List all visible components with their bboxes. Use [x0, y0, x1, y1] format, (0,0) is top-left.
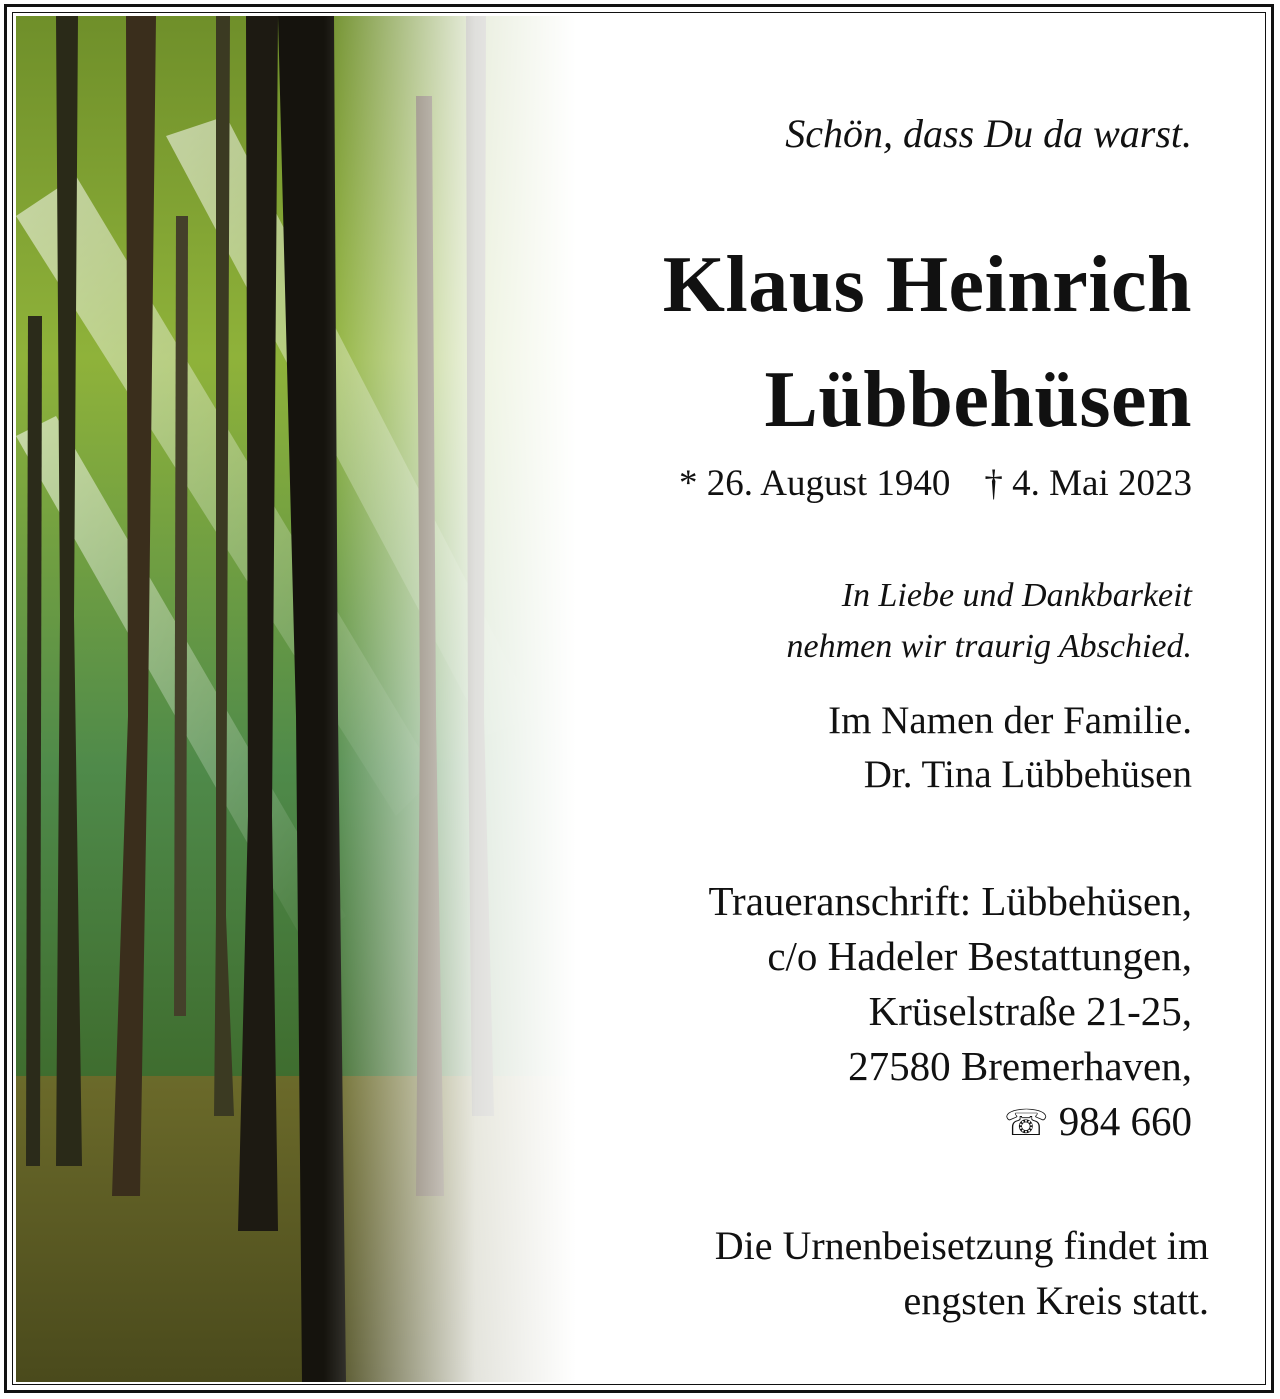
- forest-photo: [16, 16, 576, 1382]
- birth-date: * 26. August 1940: [679, 463, 951, 504]
- family-line-2: Dr. Tina Lübbehüsen: [863, 753, 1192, 796]
- address-line-3: Krüselstraße 21-25,: [868, 988, 1192, 1034]
- family-line-1: Im Namen der Familie.: [828, 699, 1192, 742]
- quote-line-1: In Liebe und Dankbarkeit: [841, 577, 1192, 614]
- address-line-2: c/o Hadeler Bestattungen,: [767, 933, 1192, 979]
- motto: Schön, dass Du da warst.: [785, 111, 1192, 156]
- name-line-2: Lübbehüsen: [764, 356, 1192, 444]
- phone-number: 984 660: [1058, 1098, 1192, 1144]
- address-line-4: 27580 Bremerhaven,: [848, 1043, 1192, 1089]
- notice-line-1: Die Urnenbeisetzung findet im: [714, 1223, 1209, 1268]
- name-line-1: Klaus Heinrich: [662, 241, 1192, 329]
- quote-line-2: nehmen wir traurig Abschied.: [786, 628, 1192, 665]
- dates: [679, 462, 1192, 505]
- phone-line: [1004, 1097, 1192, 1145]
- telephone-icon: ☏: [1003, 1103, 1049, 1143]
- notice-line-2: engsten Kreis statt.: [903, 1278, 1209, 1323]
- address-line-1: Traueranschrift: Lübbehüsen,: [708, 878, 1192, 924]
- death-date: † 4. Mai 2023: [984, 463, 1192, 504]
